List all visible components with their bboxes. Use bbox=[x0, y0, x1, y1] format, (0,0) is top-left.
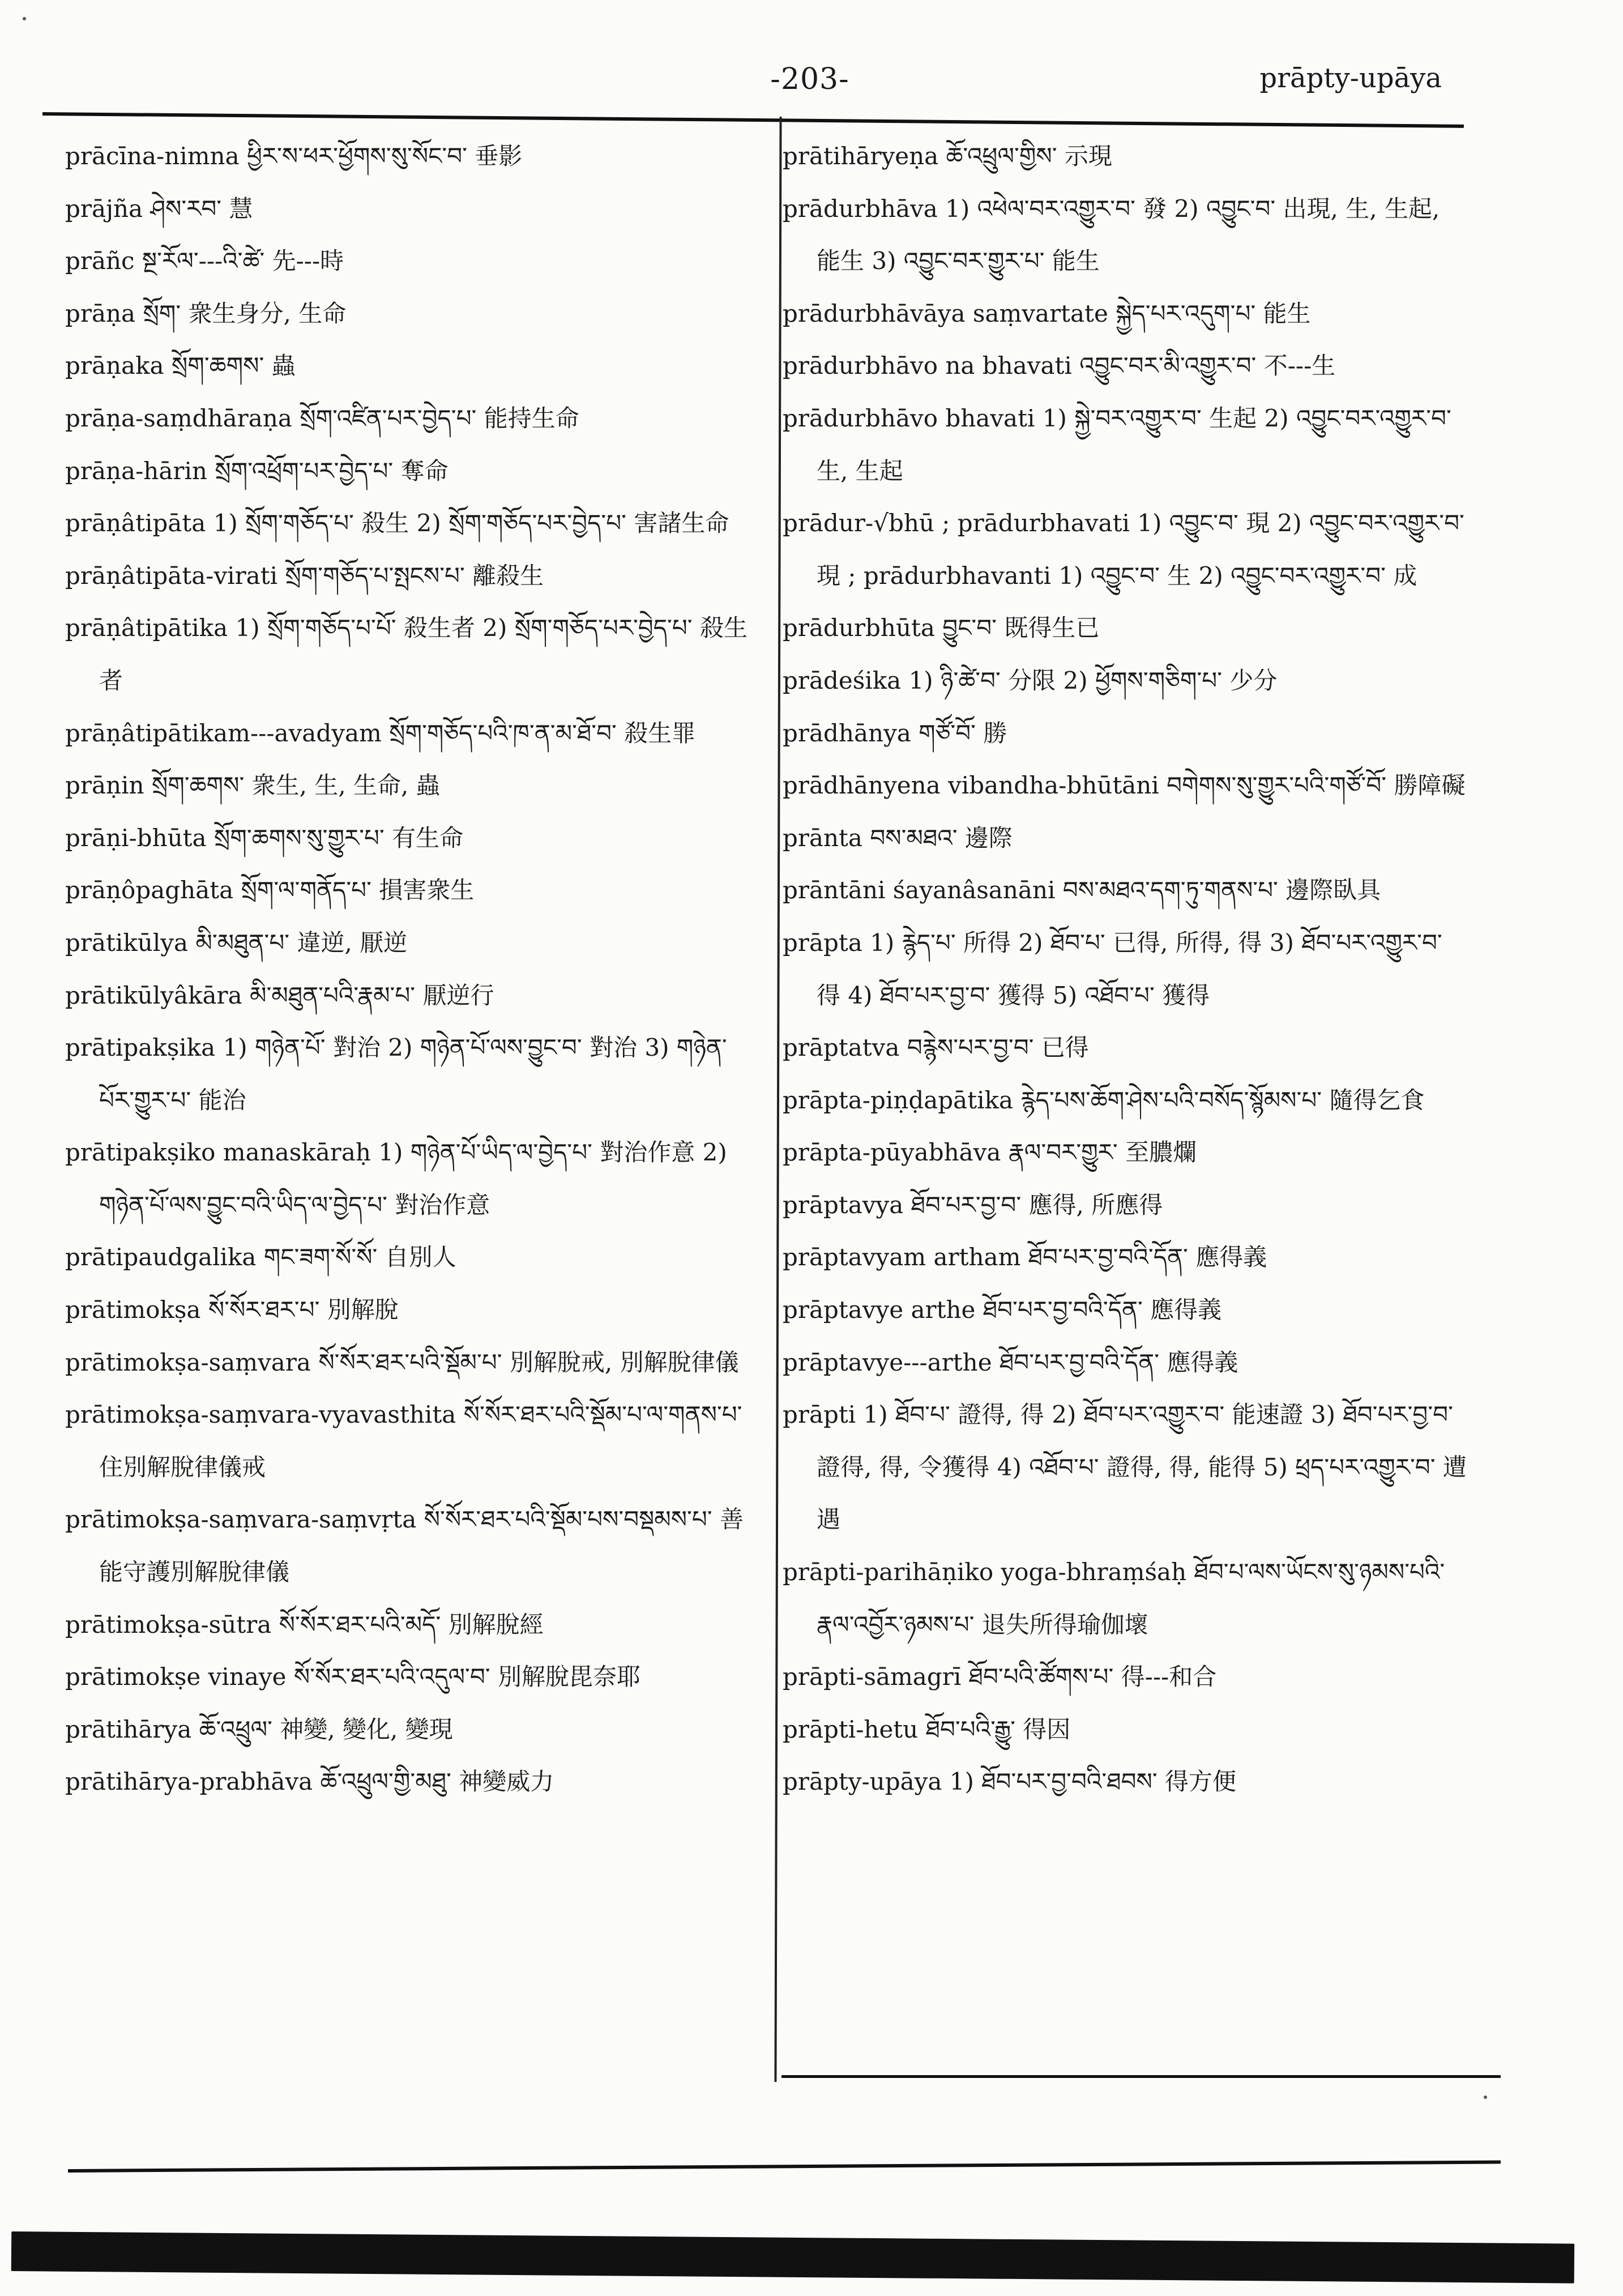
dictionary-entry: prādurbhāvāya saṃvartate སྐྱེད་པར་འདུག་པ་ 能生 bbox=[783, 299, 1311, 327]
dictionary-entry: prāpti-hetu ཐོབ་པའི་རྒྱུ་ 得因 bbox=[783, 1715, 1071, 1743]
scan-edge-bar bbox=[11, 2231, 1574, 2284]
dictionary-entry: prādhānyena vibandha-bhūtāni བགེགས་སུ་གྱུར་པའི་གཙོ་བོ་ 勝障礙 bbox=[783, 771, 1466, 800]
left-column bbox=[65, 130, 756, 1808]
dictionary-entry: prātipaudgalika གང་ཟག་སོ་སོ་ 自別人 bbox=[65, 1243, 456, 1271]
dictionary-entry: prātimokṣe vinaye སོ་སོར་ཐར་པའི་འདུལ་བ་ 別解脫毘奈耶 bbox=[65, 1663, 640, 1691]
dictionary-entry: prāptavyam artham ཐོབ་པར་བྱ་བའི་དོན་ 應得義 bbox=[783, 1243, 1267, 1271]
dictionary-entry: prāṇa-saṃdhāraṇa སྲོག་འཛིན་པར་བྱེད་པ་ 能持生命 bbox=[65, 404, 579, 432]
dictionary-entry: prādeśika 1) ཉི་ཚེ་བ་ 分限 2) ཕྱོགས་གཅིག་པ་ 少分 bbox=[783, 666, 1278, 694]
dictionary-entry: prādhānya གཙོ་བོ་ 勝 bbox=[783, 719, 1007, 747]
right-column bbox=[783, 130, 1468, 1808]
dictionary-entry: prāpta-piṇḍapātika རྙེད་པས་ཆོག་ཤེས་པའི་བསོད་སྙོམས་པ་ 隨得乞食 bbox=[783, 1086, 1425, 1114]
dictionary-entry: prātimokṣa སོ་སོར་ཐར་པ་ 別解脫 bbox=[65, 1296, 399, 1324]
dictionary-entry: prājña ཤེས་རབ་ 慧 bbox=[65, 194, 253, 223]
dictionary-entry: prātihārya ཆོ་འཕྲུལ་ 神變, 變化, 變現 bbox=[65, 1715, 453, 1743]
dictionary-entry: prāñc སྔ་རོལ་---འི་ཚེ་ 先---時 bbox=[65, 247, 344, 275]
dictionary-entry: prāṇâtipāta 1) སྲོག་གཅོད་པ་ 殺生 2) སྲོག་གཅོད་པར་བྱེད་པ་ 害諸生命 bbox=[65, 509, 729, 537]
dictionary-entry: prātimokṣa-saṃvara-saṃvṛta སོ་སོར་ཐར་པའི་སྡོམ་པས་བསྡམས་པ་ 善能守護別解脫律儀 bbox=[65, 1505, 744, 1586]
column-divider bbox=[774, 117, 781, 2082]
dictionary-entry: prāpty-upāya 1) ཐོབ་པར་བྱ་བའི་ཐབས་ 得方便 bbox=[783, 1768, 1237, 1796]
dictionary-entry: prāptatva བརྙེས་པར་བྱ་བ་ 已得 bbox=[783, 1034, 1089, 1062]
dictionary-entry: prātihārya-prabhāva ཆོ་འཕྲུལ་གྱི་མཐུ་ 神變威力 bbox=[65, 1768, 554, 1796]
dictionary-entry: prātikūlyâkāra མི་མཐུན་པའི་རྣམ་པ་ 厭逆行 bbox=[65, 981, 494, 1009]
dictionary-entry: prāṇâtipātikam---avadyam སྲོག་གཅོད་པའི་ཁ་ན་མ་ཐོ་བ་ 殺生罪 bbox=[65, 719, 696, 747]
dictionary-entry: prādurbhāvo na bhavati འབྱུང་བར་མི་འགྱུར་བ་ 不---生 bbox=[783, 352, 1336, 380]
dictionary-entry: prātimokṣa-saṃvara-vyavasthita སོ་སོར་ཐར་པའི་སྡོམ་པ་ལ་གནས་པ་ 住別解脫律儀戒 bbox=[65, 1401, 742, 1481]
dictionary-entry: prāptavye---arthe ཐོབ་པར་བྱ་བའི་དོན་ 應得義 bbox=[783, 1348, 1238, 1376]
dictionary-entry: prātipakṣiko manaskāraḥ 1) གཉེན་པོ་ཡིད་ལ་བྱེད་པ་ 對治作意 2) གཉེན་པོ་ལས་བྱུང་བའི་ཡིད་ལ་བྱེད་པ་ 對治作意 bbox=[65, 1138, 727, 1219]
dictionary-entry: prātimokṣa-saṃvara སོ་སོར་ཐར་པའི་སྡོམ་པ་ 別解脫戒, 別解脫律儀 bbox=[65, 1348, 739, 1376]
dictionary-entry: prātihāryeṇa ཆོ་འཕྲུལ་གྱིས་ 示現 bbox=[783, 142, 1112, 170]
dictionary-entry: prādurbhūta བྱུང་བ་ 既得生已 bbox=[783, 614, 1100, 642]
dictionary-entry: prātipakṣika 1) གཉེན་པོ་ 對治 2) གཉེན་པོ་ལས་བྱུང་བ་ 對治 3) གཉེན་པོར་གྱུར་པ་ 能治 bbox=[65, 1034, 727, 1114]
dictionary-entry: prāṇi-bhūta སྲོག་ཆགས་སུ་གྱུར་པ་ 有生命 bbox=[65, 823, 464, 852]
dictionary-entry: prānta བས་མཐའ་ 邊際 bbox=[783, 823, 1013, 852]
dictionary-entry: prāptavye arthe ཐོབ་པར་བྱ་བའི་དོན་ 應得義 bbox=[783, 1296, 1222, 1324]
dictionary-entry: prādurbhāvo bhavati 1) སྐྱེ་བར་འགྱུར་བ་ 生起 2) འབྱུང་བར་འགྱུར་བ་ 生, 生起 bbox=[783, 404, 1451, 485]
dictionary-entry: prāpta-pūyabhāva རྣལ་བར་གྱུར་ 至膿爛 bbox=[783, 1138, 1197, 1167]
dictionary-entry: prāntāni śayanâsanāni བས་མཐའ་དག་ཏུ་གནས་པ་ 邊際臥具 bbox=[783, 876, 1381, 904]
dictionary-entry: prātikūlya མི་མཐུན་པ་ 違逆, 厭逆 bbox=[65, 928, 408, 957]
right-column-bottom-rule bbox=[781, 2075, 1501, 2078]
dictionary-entry: prātimokṣa-sūtra སོ་སོར་ཐར་པའི་མདོ་ 別解脫經 bbox=[65, 1610, 544, 1638]
dictionary-entry: prādur-√bhū ; prādurbhavati 1) འབྱུང་བ་ 現 2) འབྱུང་བར་འགྱུར་བ་ 現 ; prādurbhavanti 1) འབྱུང་བ་ 生 2) འབྱུང་བར་འགྱུར་བ་ 成 bbox=[783, 509, 1464, 590]
dictionary-entry: prāṇâtipāta-virati སྲོག་གཅོད་པ་སྤངས་པ་ 離殺生 bbox=[65, 561, 544, 590]
dictionary-entry: prāṇa-hārin སྲོག་འཕྲོག་པར་བྱེད་པ་ 奪命 bbox=[65, 456, 449, 485]
page-number: -203- bbox=[770, 62, 849, 96]
dictionary-entry: prāṇin སྲོག་ཆགས་ 衆生, 生, 生命, 蟲 bbox=[65, 771, 440, 800]
top-rule bbox=[42, 112, 1464, 128]
bottom-rule bbox=[68, 2161, 1501, 2173]
running-head: prāpty-upāya bbox=[1259, 62, 1442, 94]
dictionary-entry: prāptavya ཐོབ་པར་བྱ་བ་ 應得, 所應得 bbox=[783, 1190, 1163, 1219]
dictionary-entry: prāṇa སྲོག་ 衆生身分, 生命 bbox=[65, 299, 347, 327]
dictionary-entry: prādurbhāva 1) འཕེལ་བར་འགྱུར་བ་ 發 2) འབྱུང་བ་ 出現, 生, 生起, 能生 3) འབྱུང་བར་གྱུར་པ་ 能生 bbox=[783, 194, 1440, 275]
dictionary-entry: prāṇôpaghāta སྲོག་ལ་གནོད་པ་ 損害衆生 bbox=[65, 876, 475, 904]
dictionary-entry: prāpti 1) ཐོབ་པ་ 證得, 得 2) ཐོབ་པར་འགྱུར་བ་ 能速證 3) ཐོབ་པར་བྱ་བ་ 證得, 得, 令獲得 4) འཐོབ་པ་ 證得, 得, 能得 5) ཕྲད་པར་འགྱུར་བ་ 遭遇 bbox=[783, 1401, 1467, 1534]
dictionary-entry: prāṇaka སྲོག་ཆགས་ 蟲 bbox=[65, 352, 296, 380]
dictionary-entry: prāṇâtipātika 1) སྲོག་གཅོད་པ་པོ་ 殺生者 2) སྲོག་གཅོད་པར་བྱེད་པ་ 殺生者 bbox=[65, 614, 748, 694]
scan-speck bbox=[23, 17, 26, 20]
scan-speck bbox=[1484, 2096, 1487, 2099]
dictionary-entry: prācīna-nimna ཕྱིར་ས་ཕར་ཕྱོགས་སུ་སོང་བ་ 垂影 bbox=[65, 142, 523, 170]
dictionary-entry: prāpta 1) རྙེད་པ་ 所得 2) ཐོབ་པ་ 已得, 所得, 得 3) ཐོབ་པར་འགྱུར་བ་ 得 4) ཐོབ་པར་བྱ་བ་ 獲得 5) འཐོབ་པ་ 獲得 bbox=[783, 928, 1442, 1009]
dictionary-entry: prāpti-parihāṇiko yoga-bhraṃśaḥ ཐོབ་པ་ལས་ཡོངས་སུ་ཉམས་པའི་རྣལ་འབྱོར་ཉམས་པ་ 退失所得瑜伽壞 bbox=[783, 1558, 1445, 1638]
dictionary-entry: prāpti-sāmagrī ཐོབ་པའི་ཚོགས་པ་ 得---和合 bbox=[783, 1663, 1217, 1691]
